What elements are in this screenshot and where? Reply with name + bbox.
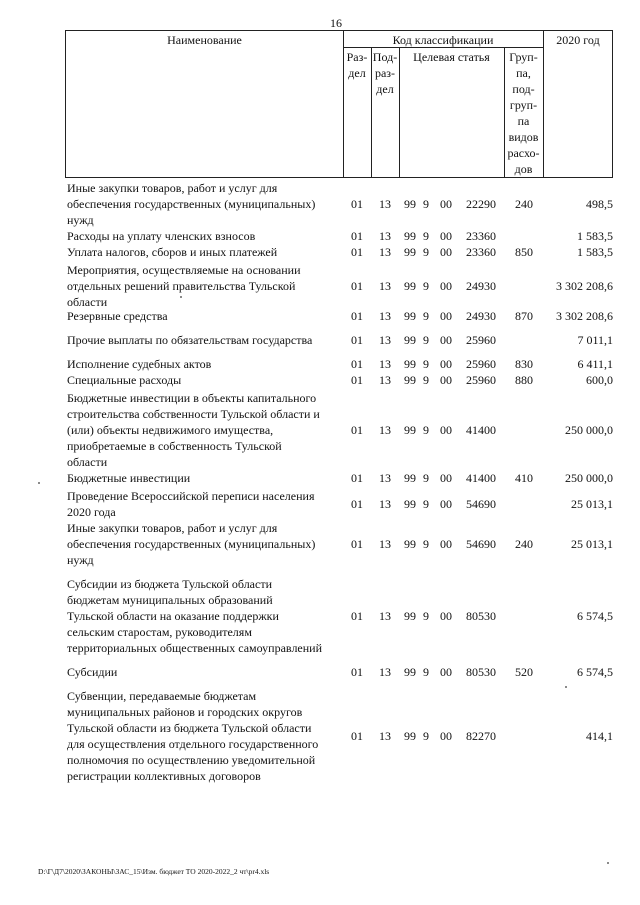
cell-c3: 00 <box>440 665 452 679</box>
cell-c1: 99 <box>404 729 416 743</box>
cell-c2: 9 <box>423 373 429 387</box>
cell-sum: 250 000,0 <box>565 423 613 437</box>
cell-podrazdel: 13 <box>379 309 391 323</box>
cell-c4: 23360 <box>466 245 496 259</box>
header-group: Груп- па, под- груп- па видов расхо- дов <box>507 50 540 176</box>
cell-sum: 3 302 208,6 <box>556 279 613 293</box>
cell-c4: 54690 <box>466 497 496 511</box>
row-name: Резервные средства <box>67 309 168 323</box>
cell-vid: 520 <box>515 665 533 679</box>
cell-c4: 22290 <box>466 197 496 211</box>
cell-sum: 6 411,1 <box>577 357 613 371</box>
table-row <box>65 332 613 348</box>
table-row <box>65 356 613 372</box>
cell-sum: 600,0 <box>586 373 613 387</box>
cell-razdel: 01 <box>351 229 363 243</box>
cell-c1: 99 <box>404 245 416 259</box>
cell-c3: 00 <box>440 229 452 243</box>
cell-sum: 498,5 <box>586 197 613 211</box>
header-name: Наименование <box>167 33 242 47</box>
row-name: Расходы на уплату членских взносов <box>67 229 256 243</box>
cell-vid: 240 <box>515 537 533 551</box>
cell-c2: 9 <box>423 197 429 211</box>
cell-c3: 00 <box>440 245 452 259</box>
cell-razdel: 01 <box>351 245 363 259</box>
cell-razdel: 01 <box>351 279 363 293</box>
cell-c1: 99 <box>404 309 416 323</box>
cell-podrazdel: 13 <box>379 471 391 485</box>
cell-razdel: 01 <box>351 333 363 347</box>
row-name: Мероприятия, осуществляемые на основании отдельных решений правительства Тульской области <box>67 263 301 309</box>
cell-podrazdel: 13 <box>379 357 391 371</box>
cell-c1: 99 <box>404 665 416 679</box>
cell-c4: 80530 <box>466 665 496 679</box>
cell-razdel: 01 <box>351 729 363 743</box>
table-row <box>65 180 613 228</box>
cell-sum: 250 000,0 <box>565 471 613 485</box>
cell-c3: 00 <box>440 729 452 743</box>
table-row <box>65 488 613 520</box>
cell-razdel: 01 <box>351 471 363 485</box>
cell-c2: 9 <box>423 423 429 437</box>
cell-razdel: 01 <box>351 373 363 387</box>
cell-vid: 870 <box>515 309 533 323</box>
divider <box>399 47 400 178</box>
header-podrazdel: Под- раз- дел <box>372 50 398 96</box>
table-row <box>65 576 613 656</box>
cell-c2: 9 <box>423 309 429 323</box>
cell-c4: 24930 <box>466 309 496 323</box>
table-row <box>65 372 613 388</box>
cell-razdel: 01 <box>351 423 363 437</box>
cell-c4: 24930 <box>466 279 496 293</box>
table-row <box>65 688 613 784</box>
row-name: Исполнение судебных актов <box>67 357 212 371</box>
cell-podrazdel: 13 <box>379 665 391 679</box>
cell-podrazdel: 13 <box>379 229 391 243</box>
table-header <box>65 30 613 178</box>
table-row <box>65 520 613 568</box>
cell-c3: 00 <box>440 423 452 437</box>
cell-podrazdel: 13 <box>379 497 391 511</box>
header-year: 2020 год <box>556 33 600 47</box>
cell-c2: 9 <box>423 229 429 243</box>
cell-c3: 00 <box>440 279 452 293</box>
row-name: Субсидии из бюджета Тульской области бюджетам муниципальных образований Тульской области на оказание поддержки сельским старостам, руководителям территориальных общественных самоуправлений <box>67 577 323 655</box>
table-row <box>65 664 613 680</box>
cell-c3: 00 <box>440 373 452 387</box>
scan-speck <box>607 862 609 864</box>
cell-sum: 3 302 208,6 <box>556 309 613 323</box>
page-number: 16 <box>330 16 342 30</box>
cell-razdel: 01 <box>351 665 363 679</box>
cell-c1: 99 <box>404 357 416 371</box>
cell-podrazdel: 13 <box>379 279 391 293</box>
file-path: D:\Г\Д7\2020\ЗАКОНЫ\ЗАС_15\Изм. бюджет ТО 2020-2022_2 чт\pr4.xls <box>38 867 270 876</box>
cell-c3: 00 <box>440 609 452 623</box>
row-name: Бюджетные инвестиции в объекты капитального строительства собственности Тульской области и (или) объекты недвижимого имущества, приобретаемые в собственность Тульской области <box>67 391 320 469</box>
cell-podrazdel: 13 <box>379 245 391 259</box>
divider <box>543 31 544 178</box>
cell-c4: 82270 <box>466 729 496 743</box>
cell-c2: 9 <box>423 729 429 743</box>
cell-c4: 23360 <box>466 229 496 243</box>
cell-c2: 9 <box>423 357 429 371</box>
cell-sum: 6 574,5 <box>577 665 613 679</box>
cell-c2: 9 <box>423 245 429 259</box>
cell-podrazdel: 13 <box>379 537 391 551</box>
cell-sum: 7 011,1 <box>577 333 613 347</box>
cell-c2: 9 <box>423 471 429 485</box>
cell-c1: 99 <box>404 537 416 551</box>
cell-sum: 25 013,1 <box>571 537 613 551</box>
cell-podrazdel: 13 <box>379 423 391 437</box>
cell-c3: 00 <box>440 471 452 485</box>
cell-sum: 6 574,5 <box>577 609 613 623</box>
cell-razdel: 01 <box>351 197 363 211</box>
cell-c1: 99 <box>404 333 416 347</box>
table-row <box>65 308 613 324</box>
cell-c4: 54690 <box>466 537 496 551</box>
cell-sum: 414,1 <box>586 729 613 743</box>
cell-razdel: 01 <box>351 357 363 371</box>
cell-c2: 9 <box>423 665 429 679</box>
cell-c3: 00 <box>440 357 452 371</box>
cell-c3: 00 <box>440 537 452 551</box>
cell-c1: 99 <box>404 423 416 437</box>
cell-c1: 99 <box>404 471 416 485</box>
cell-c3: 00 <box>440 333 452 347</box>
cell-c4: 25960 <box>466 357 496 371</box>
table-row <box>65 244 613 260</box>
table-row <box>65 470 613 486</box>
row-name: Субсидии <box>67 665 118 679</box>
row-name: Прочие выплаты по обязательствам государства <box>67 333 313 347</box>
row-name: Субвенции, передаваемые бюджетам муниципальных районов и городских округов Тульской области из бюджета Тульской области для осуществления отдельного государственного полномочия по осуществлению уведомительной регистрации коллективных договоров <box>67 689 319 783</box>
row-name: Уплата налогов, сборов и иных платежей <box>67 245 278 259</box>
cell-vid: 240 <box>515 197 533 211</box>
cell-podrazdel: 13 <box>379 373 391 387</box>
cell-c1: 99 <box>404 279 416 293</box>
cell-c3: 00 <box>440 497 452 511</box>
cell-vid: 830 <box>515 357 533 371</box>
cell-c1: 99 <box>404 497 416 511</box>
cell-c2: 9 <box>423 279 429 293</box>
table-row <box>65 262 613 310</box>
table-row <box>65 390 613 470</box>
cell-c2: 9 <box>423 497 429 511</box>
cell-c4: 25960 <box>466 333 496 347</box>
cell-c1: 99 <box>404 229 416 243</box>
scan-speck <box>180 296 182 298</box>
cell-c4: 41400 <box>466 471 496 485</box>
scan-speck <box>38 482 40 484</box>
cell-podrazdel: 13 <box>379 333 391 347</box>
header-code: Код классификации <box>392 33 494 47</box>
cell-sum: 1 583,5 <box>577 245 613 259</box>
row-name: Иные закупки товаров, работ и услуг для обеспечения государственных (муниципальных) нужд <box>67 521 316 567</box>
cell-c2: 9 <box>423 609 429 623</box>
table-row <box>65 228 613 244</box>
scan-speck <box>565 686 567 688</box>
header-target: Целевая статья <box>413 50 490 64</box>
cell-c3: 00 <box>440 309 452 323</box>
cell-c1: 99 <box>404 197 416 211</box>
cell-c4: 25960 <box>466 373 496 387</box>
cell-c2: 9 <box>423 537 429 551</box>
cell-podrazdel: 13 <box>379 729 391 743</box>
cell-c1: 99 <box>404 373 416 387</box>
cell-razdel: 01 <box>351 309 363 323</box>
cell-vid: 880 <box>515 373 533 387</box>
cell-sum: 25 013,1 <box>571 497 613 511</box>
cell-c3: 00 <box>440 197 452 211</box>
row-name: Проведение Всероссийской переписи населения 2020 года <box>67 489 315 519</box>
cell-razdel: 01 <box>351 497 363 511</box>
header-razdel: Раз- дел <box>346 50 368 80</box>
cell-razdel: 01 <box>351 609 363 623</box>
cell-c4: 80530 <box>466 609 496 623</box>
row-name: Бюджетные инвестиции <box>67 471 191 485</box>
row-name: Специальные расходы <box>67 373 182 387</box>
row-name: Иные закупки товаров, работ и услуг для обеспечения государственных (муниципальных) нужд <box>67 181 316 227</box>
cell-c2: 9 <box>423 333 429 347</box>
cell-c4: 41400 <box>466 423 496 437</box>
cell-podrazdel: 13 <box>379 609 391 623</box>
cell-vid: 850 <box>515 245 533 259</box>
cell-razdel: 01 <box>351 537 363 551</box>
cell-vid: 410 <box>515 471 533 485</box>
cell-sum: 1 583,5 <box>577 229 613 243</box>
cell-c1: 99 <box>404 609 416 623</box>
cell-podrazdel: 13 <box>379 197 391 211</box>
